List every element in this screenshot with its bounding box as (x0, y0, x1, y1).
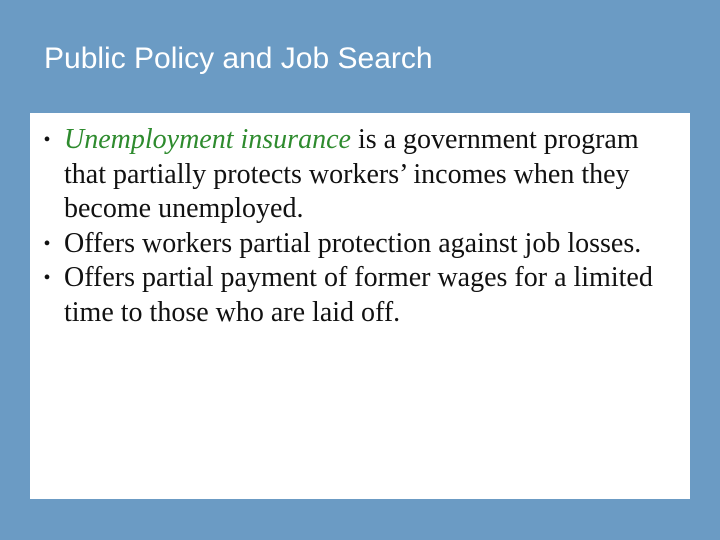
bullet-body: Offers workers partial protection against job losses. (64, 227, 642, 259)
bullet-dot-icon: • (43, 232, 51, 255)
slide-title: Public Policy and Job Search (44, 42, 433, 75)
bullet-dot-icon: • (43, 267, 51, 289)
content-panel (30, 113, 690, 499)
bullet-item (30, 123, 670, 227)
bullet-text (64, 123, 670, 227)
bullet-item (30, 261, 670, 330)
bullet-dot-icon: • (43, 129, 51, 151)
bullet-term: Unemployment insurance (64, 124, 351, 155)
bullet-text (64, 227, 670, 262)
bullet-item (30, 227, 670, 262)
bullet-body: is a government program that partially protects workers’ incomes when they become unemployed. (64, 124, 639, 224)
bullet-text (64, 261, 670, 330)
bullet-list (30, 123, 670, 330)
bullet-body: Offers partial payment of former wages for a limited time to those who are laid off. (64, 262, 653, 328)
